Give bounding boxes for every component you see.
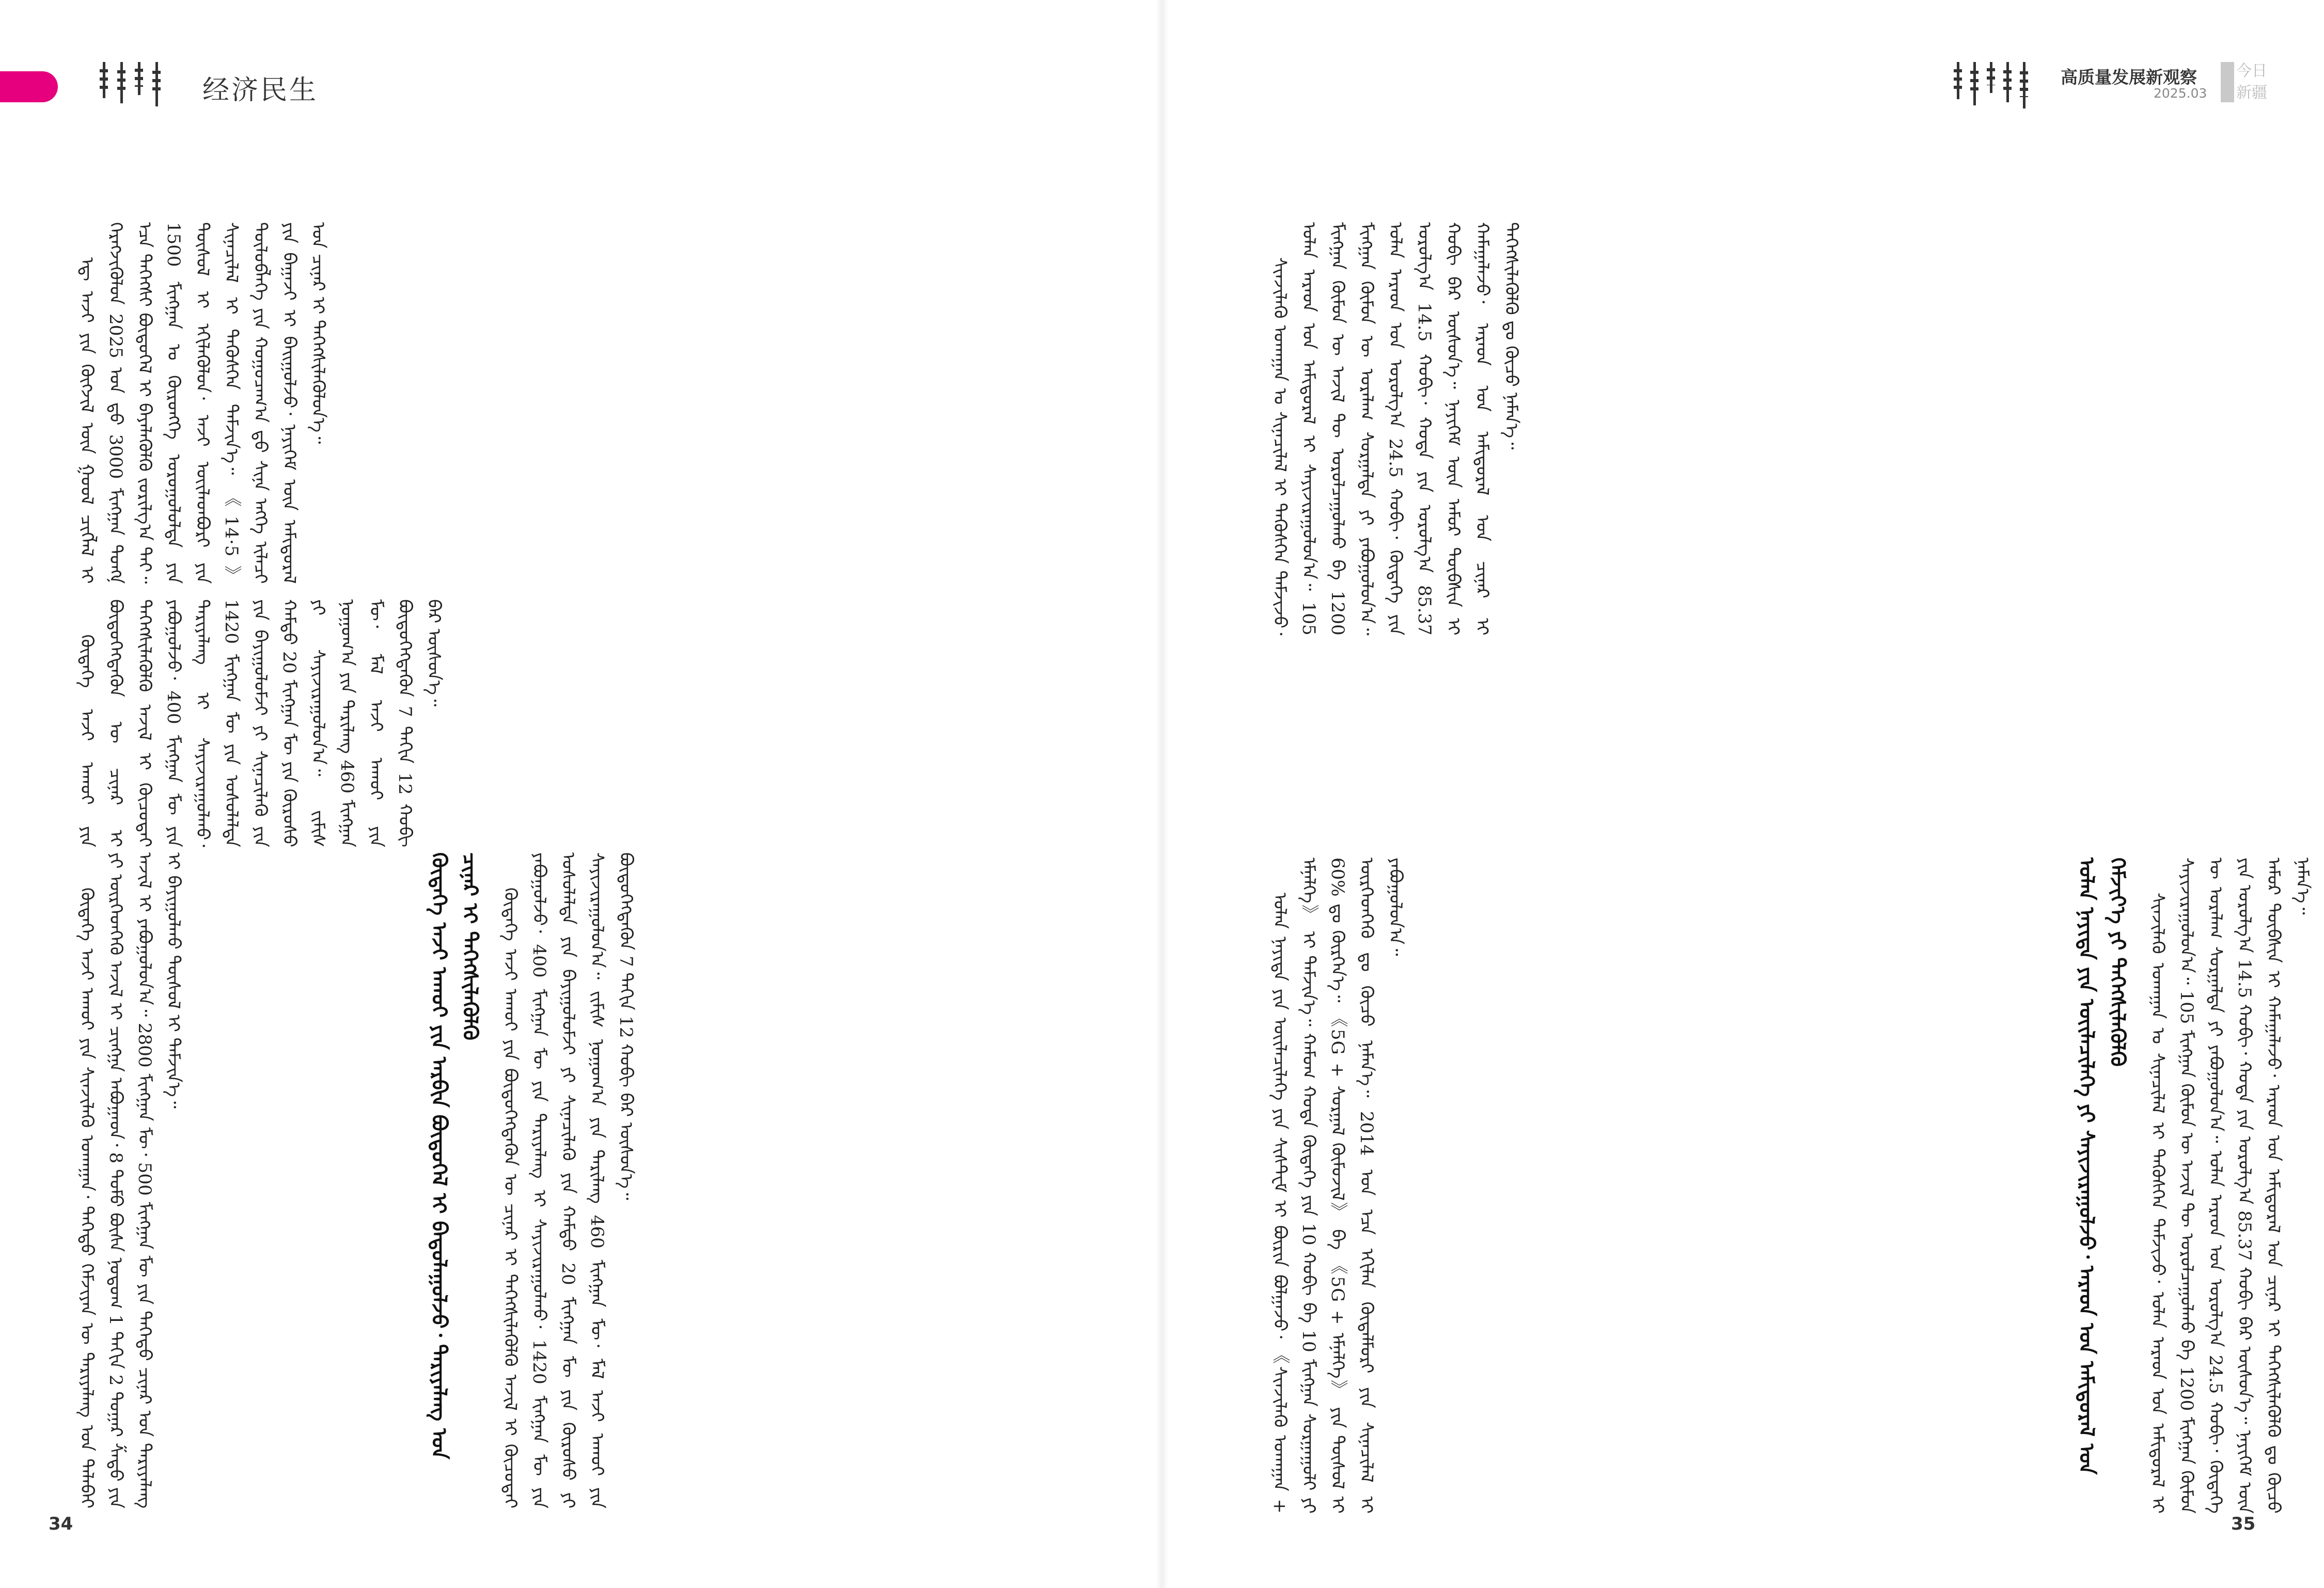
left-body-column-3 [72,852,413,1508]
mongolian-glyph [1952,62,1964,99]
section-title-mongolian [98,62,189,108]
mongolian-glyph [133,62,145,95]
page-number-left: 34 [49,1514,73,1534]
left-body-column-1 [72,222,1054,584]
paragraph: ᠬᠥᠳᠡᠭᠡ ᠠᠵᠢ ᠠᠬᠤᠢ ᠶᠢᠨ ᠰᠢᠨᠵᠢᠯᠡᠬᠦ ᠤᠬᠠᠭᠠᠨ᠂ ᠳᠡᠭᠡᠳᠦ ᠬᠡᠮᠵᠢᠶᠡᠨ ᠦ ᠲᠠᠷᠢᠶᠠᠯᠠᠩ ᠤᠨ ᠲᠠᠯᠠᠪᠠᠢ ᠶᠢ ᠥᠷᠭᠡᠳᠬᠡᠬᠦ ᠠᠵᠢᠯ ᠢ ᠴᠢᠩᠭ᠋ᠠ ᠠᠪᠤᠭᠠᠳ᠂ 8 ᠲᠤᠮᠤ ᠪᠦᠰᠡ ᠨᠤᠲᠤᠭ 1 ᠳᠠᠬᠢᠨ 2 ᠳᠤᠭᠠᠷ ᠱᠠᠲᠤ ᠶᠢᠨ ᠠᠵᠢᠯ ᠢ ᠶᠠᠪᠤᠭᠤᠯᠤᠨ᠎ᠠ᠃ 2800 ᠮᠢᠩᠭ᠋ᠠᠨ ᠮᠦ᠂ 500 ᠮᠢᠩᠭ᠋ᠠᠨ ᠮᠦ ᠶᠢᠨ ᠳᠡᠭᠡᠳᠦ ᠴᠢᠨᠠᠷ ᠤᠨ ᠲᠠᠷᠢᠶᠠᠯᠠᠩ ᠢ ᠪᠠᠶᠢᠭᠤᠯᠬᠤ ᠲᠥᠰᠦᠯ ᠢ ᠳᠡᠮᠵᠢᠨ᠎ᠡ᠃ [76,852,184,1508]
right-body-column-3 [2143,858,2313,1514]
paragraph: ᠰᠢᠨᠵᠢᠯᠡᠬᠦ ᠤᠬᠠᠭᠠᠨ ᠤ ᠰᠢᠨᠡᠴᠢᠯᠡᠯ ᠢ ᠲᠡᠭᠦᠰᠬᠡᠨ ᠳᠡᠮᠵᠢᠵᠦ᠂ ᠣᠯᠠᠨ ᠠᠷᠠᠳ ᠤᠨ ᠠᠮᠢᠳᠤᠷᠠᠯ ᠢ ᠰᠠᠶᠢᠵᠢᠷᠠᠭᠤᠯᠤᠨ᠎ᠠ᠃ 105 ᠮᠢᠩᠭ᠋ᠠᠨ ᠬᠦᠮᠦᠨ ᠦ ᠠᠵᠢᠯ ᠲᠦ ᠣᠷᠣᠯᠴᠠᠭᠤᠯᠬᠤ ᠪᠠ 1200 ᠮᠢᠩᠭ᠋ᠠᠨ ᠬᠦᠮᠦᠨ ᠦ ᠤᠷᠠᠯᠠᠭ ᠰᠤᠷᠭᠠᠯᠲᠠ ᠶᠢ ᠶᠠᠪᠤᠭᠤᠯᠤᠨ᠎ᠠ᠃ ᠣᠯᠠᠨ ᠠᠷᠠᠳ ᠤᠨ ᠣᠷᠣᠯᠭ᠎ᠠ 24.5 ᠬᠤᠪᠢ᠂ ᠬᠥᠳᠡᠭᠡ ᠶᠢᠨ ᠣᠷᠣᠯᠭ᠎ᠠ 14.5 ᠬᠤᠪᠢ᠂ ᠬᠣᠲᠠ ᠶᠢᠨ ᠣᠷᠣᠯᠭ᠎ᠠ 85.37 ᠬᠤᠪᠢ ᠪᠡᠷ ᠥᠰᠦᠨ᠎ᠡ᠃ ᠨᠡᠶᠢᠭᠡᠮ ᠦᠨ ᠠᠮᠤᠷ ᠲᠦᠪᠰᠢᠨ ᠢ ᠬᠠᠮᠠᠭᠠᠯᠠᠵᠤ᠂ ᠠᠷᠠᠳ ᠤᠨ ᠠᠮᠢᠳᠤᠷᠠᠯ ᠤᠨ ᠴᠢᠨᠠᠷ ᠢ ᠳᠡᠭᠡᠭᠰᠢᠯᠡᠭᠦᠯᠬᠦ ᠳᠤ ᠬᠦᠴᠦ ᠨᠡᠮᠡᠨ᠎ᠡ᠃ [1269,222,1521,635]
left-body-column-4 [496,852,1054,1508]
left-subheading: ᠬᠥᠳᠡᠭᠡ ᠠᠵᠢ ᠠᠬᠤᠢ ᠶᠢᠨ ᠠᠷᠪᠢᠨ ᠪᠦᠲᠦᠭᠡᠯ ᠢ ᠪᠠᠲᠤᠯᠠᠭᠤᠯᠵᠤ᠂ ᠲᠠᠷᠢᠶᠠᠯᠠᠩ ᠤᠨ ᠴᠢᠨᠠᠷ ᠢ ᠳᠡᠭᠡᠭᠰᠢᠯᠡᠭᠦᠯᠬᠦ [427,852,482,1459]
paragraph: ᠡᠳ᠋ ᠠᠵᠢ ᠶᠢᠨ ᠬᠥᠭᠵᠢᠯ ᠦᠨ ᠭᠣᠣᠯ ᠴᠢᠭᠯᠡᠯ ᠢ ᠬᠡᠷᠡᠭᠵᠢᠭᠦᠯᠦᠨ 2025 ᠣᠨ ᠳ᠋ᠤ 3000 ᠮᠢᠩᠭ᠋ᠠᠨ ᠲᠣᠩᠨ᠋ ᠡᠴᠡ ᠳᠡᠭᠡᠭᠰᠢ ᠪᠦᠲᠦᠭᠡᠯ ᠢ ᠪᠡᠶᠡᠯᠡᠭᠦᠯᠬᠦ ᠵᠣᠷᠢᠯᠭ᠎ᠠ ᠲᠠᠢ᠃ 1500 ᠮᠢᠩᠭ᠋ᠠᠨ ᠤ ᠬᠥᠷᠦᠩᠭᠡ ᠣᠷᠣᠭᠤᠯᠤᠯᠲᠠ ᠶᠢᠨ ᠲᠥᠰᠦᠯ ᠢ ᠡᠬᠢᠯᠡᠭᠦᠯᠦᠨ᠂ ᠠᠵᠢ ᠦᠢᠯᠡᠳᠪᠦᠷᠢ ᠶᠢᠨ ᠰᠢᠨᠡᠴᠢᠯᠡᠯ ᠢ ᠲᠡᠭᠦᠰᠬᠡᠨ ᠳᠡᠮᠵᠢᠨ᠎ᠡ᠃ 《14·5》 ᠲᠥᠯᠥᠪᠯᠡᠭᠡ ᠶᠢᠨ ᠬᠤᠭᠤᠴᠠᠭ᠎ᠠ ᠳ᠋ᠤ ᠰᠢᠨᠡ ᠡᠩᠭᠡ ᠢᠯᠡᠴᠢ ᠶᠢᠨ ᠪᠠᠭᠠᠵᠢ ᠢ ᠪᠠᠢᠭᠤᠯᠵᠤ᠂ ᠨᠡᠶᠢᠭᠡᠮ ᠦᠨ ᠠᠮᠢᠳᠤᠷᠠᠯ ᠤᠨ ᠴᠢᠨᠠᠷ ᠢ ᠳᠡᠭᠡᠭᠰᠢᠯᠡᠭᠦᠯᠦᠨ᠎ᠡ᠃ [76,222,328,584]
magazine-title: 高质量发展新观察 [2061,67,2197,87]
magazine-logo [2221,62,2267,102]
mongolian-glyph [2018,62,2030,108]
paragraph: ᠬᠥᠳᠡᠭᠡ ᠠᠵᠢ ᠠᠬᠤᠢ ᠶᠢᠨ ᠪᠦᠲᠦᠭᠡᠭᠳᠡᠬᠦᠨ ᠦ ᠴᠢᠨᠠᠷ ᠢ ᠳᠡᠭᠡᠭᠰᠢᠯᠡᠭᠦᠯᠬᠦ ᠠᠵᠢᠯ ᠢ ᠬᠦᠴᠦᠲᠡᠢ ᠶᠠᠪᠤᠭᠤᠯᠵᠤ᠂ 400 ᠮᠢᠩᠭ᠋ᠠᠨ ᠮᠦ ᠶᠢᠨ ᠲᠠᠷᠢᠶᠠᠯᠠᠩ ᠢ ᠰᠠᠶᠢᠵᠢᠷᠠᠭᠤᠯᠬᠤ᠂ 1420 ᠮᠢᠩᠭ᠋ᠠᠨ ᠮᠦ ᠶᠢᠨ ᠤᠰᠤᠯᠠᠯᠲᠠ ᠶᠢᠨ ᠪᠠᠶᠢᠭᠤᠯᠤᠮᠵᠢ ᠶᠢ ᠰᠢᠨᠡᠴᠢᠯᠡᠬᠦ ᠶᠢᠨ ᠬᠠᠮᠲᠤ 20 ᠮᠢᠩᠭ᠋ᠠᠨ ᠮᠦ ᠶᠢᠨ ᠬᠥᠷᠦᠰᠦ ᠶᠢ ᠰᠠᠶᠢᠵᠢᠷᠠᠭᠤᠯᠤᠨ᠎ᠠ᠃ ᠵᠢᠮᠢᠰ ᠨᠤᠭᠤᠭ᠎ᠠ ᠶᠢᠨ ᠲᠠᠷᠢᠯᠠᠩ 460 ᠮᠢᠩᠭ᠋ᠠᠨ ᠮᠦ᠂ ᠮᠠᠯ ᠠᠵᠢ ᠠᠬᠤᠢ ᠶᠢᠨ ᠪᠦᠲᠦᠭᠡᠭᠳᠡᠬᠦᠨ 7 ᠳᠠᠬᠢᠨ 12 ᠬᠤᠪᠢ ᠪᠡᠷ ᠥᠰᠦᠨ᠎ᠡ᠃ [76,599,444,847]
mongolian-glyph [116,62,127,103]
logo-text: 今日 [2236,62,2267,80]
page-number-right: 35 [2231,1514,2256,1534]
logo-text: 新疆 [2236,84,2267,102]
mongolian-glyph [98,62,109,98]
section-title: 经济民生 [202,75,319,106]
paragraph: ᠣᠯᠠᠨ ᠨᠡᠶᠢᠲᠡ ᠶᠢᠨ ᠦᠢᠯᠡᠴᠢᠯᠡᠭᠡ ᠶᠢᠨ ᠰᠢᠰᠲ᠋ᠧᠮ ᠢ ᠪᠦᠷᠢᠨ ᠪᠣᠯᠭᠠᠵᠤ᠂ 《ᠰᠢᠨᠵᠢᠯᠡᠬᠦ ᠤᠬᠠᠭᠠᠨ + ᠡᠮᠨᠡᠯᠭᠡ》 ᠢ ᠳᠡᠮᠵᠢᠨ᠎ᠡ᠃ ᠬᠠᠮᠤᠭ ᠬᠣᠲᠠ ᠬᠥᠳᠡᠭᠡ ᠶᠢᠨ 10 ᠬᠤᠪᠢ ᠪᠠ 10 ᠮᠢᠩᠭ᠋ᠠᠨ ᠰᠤᠷᠭᠠᠭᠤᠯᠢ ᠶᠢ 60% ᠳᠤ ᠬᠦᠷᠭᠡᠨ᠎ᠡ᠃ 《5G + ᠰᠤᠷᠭᠠᠯ ᠬᠦᠮᠦᠵᠢᠯ》 ᠪᠠ 《5G + ᠡᠮᠨᠡᠯᠭᠡ》 ᠶᠢᠨ ᠲᠥᠰᠦᠯ ᠢ ᠥᠷᠭᠡᠳᠬᠡᠬᠦ ᠳᠤ ᠬᠦᠴᠦ ᠨᠡᠮᠡᠨ᠎ᠡ᠃ 2014 ᠣᠨ ᠡᠴᠡ ᠡᠬᠢᠯᠡᠨ ᠬᠥᠳᠡᠯᠮᠦᠷᠢ ᠶᠢᠨ ᠰᠢᠨᠡᠴᠢᠯᠡᠯ ᠢ ᠶᠠᠪᠤᠭᠤᠯᠤᠨ᠎ᠠ᠃ [1269,858,1406,1514]
right-body-column-1 [1265,222,2257,635]
mongolian-glyph [1985,62,1997,93]
right-body-column-2 [1265,858,2061,1514]
mongolian-glyph [1969,62,1980,105]
magazine-title-mongolian [1952,62,2050,114]
left-body-column-2 [72,599,1054,847]
section-accent-tab [0,71,58,102]
issue-date: 2025.03 [2154,86,2207,101]
paragraph: ᠬᠥᠳᠡᠭᠡ ᠠᠵᠢ ᠠᠬᠤᠢ ᠶᠢᠨ ᠪᠦᠲᠦᠭᠡᠭᠳᠡᠬᠦᠨ ᠦ ᠴᠢᠨᠠᠷ ᠢ ᠳᠡᠭᠡᠭᠰᠢᠯᠡᠭᠦᠯᠬᠦ ᠠᠵᠢᠯ ᠢ ᠬᠦᠴᠦᠲᠡᠢ ᠶᠠᠪᠤᠭᠤᠯᠵᠤ᠂ 400 ᠮᠢᠩᠭ᠋ᠠᠨ ᠮᠦ ᠶᠢᠨ ᠲᠠᠷᠢᠶᠠᠯᠠᠩ ᠢ ᠰᠠᠶᠢᠵᠢᠷᠠᠭᠤᠯᠬᠤ᠂ 1420 ᠮᠢᠩᠭ᠋ᠠᠨ ᠮᠦ ᠶᠢᠨ ᠤᠰᠤᠯᠠᠯᠲᠠ ᠶᠢᠨ ᠪᠠᠶᠢᠭᠤᠯᠤᠮᠵᠢ ᠶᠢ ᠰᠢᠨᠡᠴᠢᠯᠡᠬᠦ ᠶᠢᠨ ᠬᠠᠮᠲᠤ 20 ᠮᠢᠩᠭ᠋ᠠᠨ ᠮᠦ ᠶᠢᠨ ᠬᠥᠷᠦᠰᠦ ᠶᠢ ᠰᠠᠶᠢᠵᠢᠷᠠᠭᠤᠯᠤᠨ᠎ᠠ᠃ ᠵᠢᠮᠢᠰ ᠨᠤᠭᠤᠭ᠎ᠠ ᠶᠢᠨ ᠲᠠᠷᠢᠯᠠᠩ 460 ᠮᠢᠩᠭ᠋ᠠᠨ ᠮᠦ᠂ ᠮᠠᠯ ᠠᠵᠢ ᠠᠬᠤᠢ ᠶᠢᠨ ᠪᠦᠲᠦᠭᠡᠭᠳᠡᠬᠦᠨ 7 ᠳᠠᠬᠢᠨ 12 ᠬᠤᠪᠢ ᠪᠡᠷ ᠥᠰᠦᠨ᠎ᠡ᠃ [500,852,636,1508]
mongolian-glyph [2002,62,2013,102]
logo-mark-icon [2221,62,2234,102]
right-page [1162,0,2324,1588]
mongolian-glyph [151,62,162,106]
paragraph: ᠰᠢᠨᠵᠢᠯᠡᠬᠦ ᠤᠬᠠᠭᠠᠨ ᠤ ᠰᠢᠨᠡᠴᠢᠯᠡᠯ ᠢ ᠲᠡᠭᠦᠰᠬᠡᠨ ᠳᠡᠮᠵᠢᠵᠦ᠂ ᠣᠯᠠᠨ ᠠᠷᠠᠳ ᠤᠨ ᠠᠮᠢᠳᠤᠷᠠᠯ ᠢ ᠰᠠᠶᠢᠵᠢᠷᠠᠭᠤᠯᠤᠨ᠎ᠠ᠃ 105 ᠮᠢᠩᠭ᠋ᠠᠨ ᠬᠦᠮᠦᠨ ᠦ ᠠᠵᠢᠯ ᠲᠦ ᠣᠷᠣᠯᠴᠠᠭᠤᠯᠬᠤ ᠪᠠ 1200 ᠮᠢᠩᠭ᠋ᠠᠨ ᠬᠦᠮᠦᠨ ᠦ ᠤᠷᠠᠯᠠᠭ ᠰᠤᠷᠭᠠᠯᠲᠠ ᠶᠢ ᠶᠠᠪᠤᠭᠤᠯᠤᠨ᠎ᠠ᠃ ᠣᠯᠠᠨ ᠠᠷᠠᠳ ᠤᠨ ᠣᠷᠣᠯᠭ᠎ᠠ 24.5 ᠬᠤᠪᠢ᠂ ᠬᠥᠳᠡᠭᠡ ᠶᠢᠨ ᠣᠷᠣᠯᠭ᠎ᠠ 14.5 ᠬᠤᠪᠢ᠂ ᠬᠣᠲᠠ ᠶᠢᠨ ᠣᠷᠣᠯᠭ᠎ᠠ 85.37 ᠬᠤᠪᠢ ᠪᠡᠷ ᠥᠰᠦᠨ᠎ᠡ᠃ ᠨᠡᠶᠢᠭᠡᠮ ᠦᠨ ᠠᠮᠤᠷ ᠲᠦᠪᠰᠢᠨ ᠢ ᠬᠠᠮᠠᠭᠠᠯᠠᠵᠤ᠂ ᠠᠷᠠᠳ ᠤᠨ ᠠᠮᠢᠳᠤᠷᠠᠯ ᠤᠨ ᠴᠢᠨᠠᠷ ᠢ ᠳᠡᠭᠡᠭᠰᠢᠯᠡᠭᠦᠯᠬᠦ ᠳᠤ ᠬᠦᠴᠦ ᠨᠡᠮᠡᠨ᠎ᠡ᠃ [2147,858,2313,1514]
right-subheading: ᠣᠯᠠᠨ ᠨᠡᠶᠢᠲᠡ ᠶᠢᠨ ᠦᠢᠯᠡᠴᠢᠯᠡᠭᠡ ᠶᠢ ᠰᠠᠶᠢᠵᠢᠷᠠᠭᠤᠯᠵᠤ᠂ ᠠᠷᠠᠳ ᠤᠨ ᠠᠮᠢᠳᠤᠷᠠᠯ ᠤᠨ ᠬᠡᠮᠵᠢᠶ᠎ᠡ ᠶᠢ ᠳᠡᠭᠡᠭᠰᠢᠯᠡᠭᠦᠯᠬᠦ [2075,858,2129,1475]
